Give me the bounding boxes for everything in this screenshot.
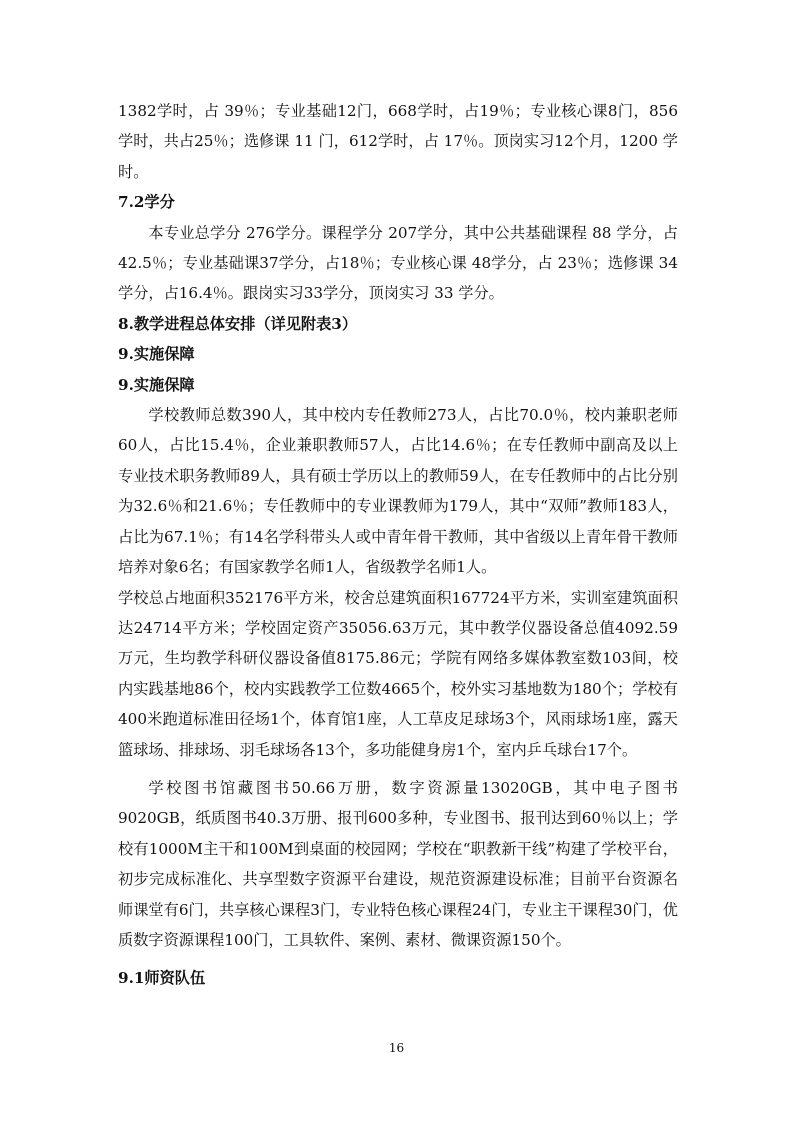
- paragraph-teachers: 学校教师总数390人，其中校内专任教师273人，占比70.0％，校内兼职老师60人，占比15.4％，企业兼职教师57人，占比14.6％；在专任教师中副高及以上专业技术职务教师89人，具有硕士学历以上的教师59人，在专任教师中的占比分别为32.6％和21.6％；专任教师中的专业课教师为179人，其中“双师”教师183人，占比为67.1％；有14名学科带头人或中青年骨干教师，其中省级以上青年骨干教师培养对象6名；有国家教学名师1人，省级教学名师1人。: [118, 406, 678, 577]
- paragraph-gap: [118, 765, 678, 773]
- paragraph-credits: 本专业总学分 276学分。课程学分 207学分，其中公共基础课程 88 学分，占 42.5％；专业基础课37学分，占18％；专业核心课 48学分，占 23％；选修课 34 学分，占16.4％。跟岗实习33学分，顶岗实习 33 学分。: [118, 223, 678, 303]
- heading-9-implementation-repeat: 9.实施保障: [118, 375, 195, 394]
- paragraph-credit-hours: 1382学时，占 39％；专业基础12门，668学时，占19％；专业核心课8门，856学时，共占25％；选修课 11 门，612学时，占 17％。顶岗实习12个月，1200 学时。: [118, 102, 678, 181]
- paragraph-gap: [118, 955, 678, 963]
- paragraph-library: 学校图书馆藏图书50.66万册，数字资源量13020GB，其中电子图书9020GB，纸质图书40.3万册、报刊600多种，专业图书、报刊达到60％以上；学校有1000M主干和100M到桌面的校园网；学校在“职教新干线”构建了学校平台，初步完成标准化、共享型数字资源平台建设，规范资源建设标准；目前平台资源名师课堂有6门，共享核心课程3门，专业特色核心课程24门，专业主干课程30门，优质数字资源课程100门，工具软件、案例、素材、微课资源150个。: [118, 778, 678, 949]
- paragraph-facilities: 学校总占地面积352176平方米，校舍总建筑面积167724平方米，实训室建筑面积达24714平方米；学校固定资产35056.63万元，其中教学仪器设备总值4092.59万元，生均教学科研仪器设备值8175.86元；学院有网络多媒体教室数103间，校内实践基地86个，校内实践教学工位数4665个，校外实习基地数为180个；学校有400米跑道标准田径场1个，体育馆1座，人工草皮足球场3个，风雨球场1座，露天篮球场、排球场、羽毛球场各13个，多功能健身房1个，室内乒乓球台17个。: [118, 588, 678, 759]
- heading-7-2-credits: 7.2学分: [118, 193, 175, 212]
- page-content: [118, 96, 678, 994]
- heading-9-1-faculty: 9.1师资队伍: [118, 969, 206, 988]
- heading-9-implementation: 9.实施保障: [118, 345, 195, 364]
- heading-8-teaching-schedule: 8.教学进程总体安排（详见附表3）: [118, 314, 358, 333]
- page-number: 16: [388, 1041, 405, 1055]
